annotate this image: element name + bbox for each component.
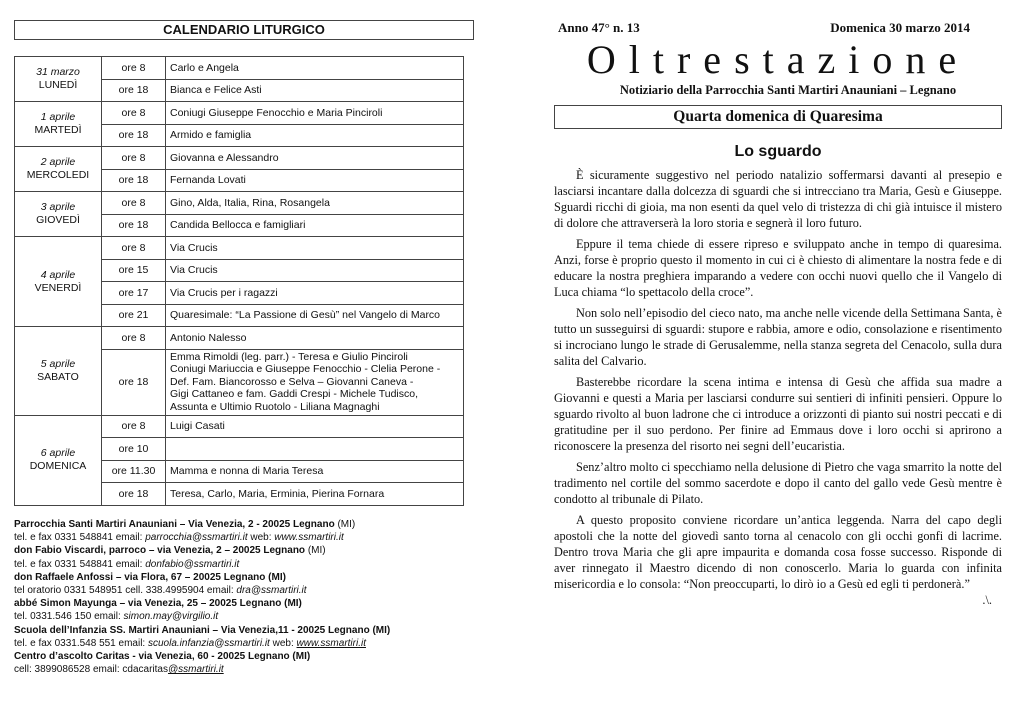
mass-time: ore 11.30: [102, 460, 166, 483]
calendar-date: 5 aprile: [40, 357, 76, 370]
contact-line: [14, 637, 474, 650]
contact-name-text: don Raffaele Anfossi – via Flora, 67 – 20025 Legnano (MI): [14, 571, 286, 583]
mass-intention: Armido e famiglia: [166, 124, 464, 147]
mass-intention: Gino, Alda, Italia, Rina, Rosangela: [166, 192, 464, 215]
calendar-weekday: VENERDÌ: [34, 281, 82, 294]
mass-intention: Quaresimale: “La Passione di Gesù” nel Vangelo di Marco: [166, 304, 464, 327]
mass-time: ore 18: [102, 214, 166, 237]
contact-phone: tel. e fax 0331.548 551 email:: [14, 637, 148, 649]
contact-name-text: don Fabio Viscardi, parroco – via Venezia, 2 – 20025 Legnano: [14, 545, 306, 557]
mass-time: ore 18: [102, 124, 166, 147]
contact-name: [14, 624, 474, 637]
contact-email[interactable]: simon.may@virgilio.it: [123, 611, 219, 623]
contact-email[interactable]: dra@ssmartiri.it: [236, 585, 307, 597]
article-paragraph: Non solo nell’episodio del cieco nato, ma anche nelle vicende della Settimana Santa, è tutto un susseguirsi di sguardi: stupore e rabbia, amore e odio, consolazione e risentimento si incrociano lungo le strade di Gerusalemme, nella stanza segreta del Cenacolo, sulla dura salita del Calvario.: [554, 306, 1002, 368]
calendar-date: 2 aprile: [40, 156, 76, 168]
contact-web[interactable]: www.ssmartiri.it: [296, 637, 366, 649]
mass-time: ore 10: [102, 438, 166, 461]
article-title: Lo sguardo: [734, 143, 822, 160]
contact-email[interactable]: @ssmartiri.it: [167, 664, 224, 676]
mass-intention: Fernanda Lovati: [166, 169, 464, 192]
contact-name: [14, 544, 474, 557]
calendar-date: 6 aprile: [40, 447, 76, 459]
calendar-row: [15, 327, 464, 350]
contact-phone: tel oratorio 0331 548951 cell. 338.4995904 email:: [14, 585, 237, 597]
mass-time: ore 8: [102, 327, 166, 350]
contact-line: [14, 663, 474, 676]
calendar-row: [15, 102, 464, 125]
article-body: [554, 167, 1002, 607]
mass-intention: Candida Bellocca e famigliari: [166, 214, 464, 237]
right-column: [554, 20, 1002, 608]
calendar-day-cell: [15, 237, 102, 327]
calendar-day-cell: [15, 147, 102, 192]
left-column: [14, 20, 474, 676]
mass-time: ore 8: [102, 147, 166, 170]
mass-intention: Antonio Nalesso: [166, 327, 464, 350]
mass-intention: Via Crucis: [166, 259, 464, 282]
contact-line: [14, 610, 474, 623]
newsletter-subtitle: Notiziario della Parrocchia Santi Martiri Anauniani – Legnano: [619, 83, 957, 97]
mass-time: ore 8: [102, 102, 166, 125]
contact-line: [14, 558, 474, 571]
calendar-weekday: DOMENICA: [29, 460, 87, 472]
mass-intention: Carlo e Angela: [166, 57, 464, 80]
mass-time: ore 8: [102, 415, 166, 438]
mass-intention: Mamma e nonna di Maria Teresa: [166, 460, 464, 483]
contact-name-text: Parrocchia Santi Martiri Anauniani – Via Venezia, 2 - 20025 Legnano: [14, 519, 335, 530]
contact-web[interactable]: www.ssmartiri.it: [274, 532, 344, 544]
calendar-day-cell: [15, 102, 102, 147]
contact-phone: tel. 0331.546 150 email:: [14, 611, 124, 623]
mass-time: ore 18: [102, 349, 166, 415]
mass-intention: Giovanna e Alessandro: [166, 147, 464, 170]
mass-time: ore 21: [102, 304, 166, 327]
newsletter-title: Oltrestazione: [586, 37, 970, 82]
calendar-day-cell: [15, 57, 102, 102]
mass-intention: Coniugi Giuseppe Fenocchio e Maria Pinciroli: [166, 102, 464, 125]
calendar-row: [15, 57, 464, 80]
contact-phone: tel. e fax 0331 548841 email:: [14, 532, 146, 544]
calendar-day-cell: [15, 327, 102, 416]
masthead-top: [554, 20, 1002, 36]
mass-intention: Emma Rimoldi (leg. parr.) - Teresa e Giulio Pinciroli Coniugi Mariuccia e Giuseppe Fenocchio - Clelia Perone - Def. Fam. Biancorosso e Selva – Giovanni Caneva - Gigi Cattaneo e fam. Gaddi Crespi - Michele Tudisco, Assunta e Ultimio Ruotolo - Liliana Magnaghi: [166, 349, 464, 415]
calendar-date: 3 aprile: [40, 201, 76, 213]
calendar-weekday: GIOVEDÌ: [36, 214, 80, 226]
contact-phone: cell: 3899086528 email: cdacaritas: [14, 664, 168, 676]
article-paragraph: Senz’altro molto ci specchiamo nella delusione di Pietro che vaga smarrito la notte del tradimento nel cortile del sommo sacerdote e dopo il canto del gallo vede Gesù mentre è condotto al tribunale di Pilato.: [554, 460, 1002, 506]
calendar-day-cell: [15, 415, 102, 505]
article-paragraph: È sicuramente suggestivo nel periodo natalizio soffermarsi davanti al presepio e lasciarsi incantare dalla dolcezza di sguardi che si intrecciano tra Maria, Gesù e Giuseppe. Sguardi ricchi di gioia, ma non esenti da quel velo di tristezza di chi già intuisce il mistero di dolore che attraverserà la loro storia e segnerà il loro futuro.: [554, 168, 1002, 230]
contact-email[interactable]: parrocchia@ssmartiri.it: [145, 532, 248, 544]
article-paragraph: A questo proposito conviene ricordare un’antica leggenda. Narra del capo degli apostoli che la notte del giovedì santo torna al cenacolo con gli occhi gonfi di lacrime. Dentro trova Maria che gli apre impaurita e domanda cosa fosse successo. Risponde di aver rinnegato il Maestro dicendo di non conoscerlo. Maria lo guarda con infinita misericordia e lo consola: “Non preoccuparti, lo dirò io a Gesù ed egli ti perdonerà.” .\.: [554, 513, 1002, 607]
contact-name: [14, 571, 474, 584]
mass-time: ore 17: [102, 282, 166, 305]
calendar-title: CALENDARIO LITURGICO: [14, 20, 474, 40]
mass-intention: Luigi Casati: [166, 415, 464, 438]
contact-phone: tel. e fax 0331 548841 email:: [14, 558, 146, 570]
article-paragraph: Eppure il tema chiede di essere ripreso e sviluppato anche in tempo di quaresima. Anzi, forse è proprio questo il momento in cui ci è chiesto di alimentare la nostra fede e di educare la nostra preghiera imparando a vedere con occhi nuovi quello che il Vangelo di Luca chiama “lo spettacolo della croce”.: [554, 237, 1002, 299]
calendar-row: [15, 415, 464, 438]
calendar-date: 31 marzo: [36, 66, 80, 78]
contact-email[interactable]: scuola.infanzia@ssmartiri.it: [147, 637, 270, 649]
mass-time: ore 18: [102, 79, 166, 102]
calendar-row: [15, 147, 464, 170]
calendar-weekday: MARTEDÌ: [34, 124, 82, 136]
calendar-date: 4 aprile: [40, 268, 76, 281]
contact-name: [14, 518, 474, 531]
contact-email[interactable]: donfabio@ssmartiri.it: [145, 558, 240, 570]
contact-web-label: web:: [247, 532, 275, 544]
mass-time: ore 8: [102, 237, 166, 260]
calendar-day-cell: [15, 192, 102, 237]
calendar-row: [15, 237, 464, 260]
sunday-banner: Quarta domenica di Quaresima: [554, 105, 1002, 129]
calendar-weekday: MERCOLEDI: [26, 169, 90, 181]
contact-name-tail: (MI): [334, 519, 356, 530]
contact-line: [14, 584, 474, 597]
mass-intention: Bianca e Felice Asti: [166, 79, 464, 102]
contact-web-label: web:: [269, 637, 297, 649]
mass-intention: Via Crucis: [166, 237, 464, 260]
mass-intention: Teresa, Carlo, Maria, Erminia, Pierina Fornara: [166, 483, 464, 506]
calendar-date: 1 aprile: [40, 111, 76, 123]
mass-time: ore 18: [102, 483, 166, 506]
contact-name: [14, 597, 474, 610]
mass-time: ore 8: [102, 192, 166, 215]
mass-time: ore 15: [102, 259, 166, 282]
article-paragraph: Basterebbe ricordare la scena intima e intensa di Gesù che affida sua madre a Giovanni e questi a Maria per lasciarsi condurre sui sentieri di infiniti pensieri. Oppure lo sguardo rivolto al buon ladrone che ci introduce a orizzonti di pianto sui nostri peccati e di gratitudine per il suo perdono. Per finire ad Emmaus dove i loro occhi si aprirono a riconoscere la presenza del risorto nei segni dell’eucaristia.: [554, 375, 1002, 453]
contact-name: [14, 650, 474, 663]
contacts-block: [14, 518, 474, 676]
calendar-row: [15, 192, 464, 215]
contact-name-text: abbé Simon Mayunga – via Venezia, 25 – 20025 Legnano (MI): [14, 598, 302, 610]
issue-date: Domenica 30 marzo 2014: [830, 20, 970, 35]
contact-name-tail: (MI): [305, 545, 326, 557]
calendar-weekday: SABATO: [37, 370, 79, 383]
contact-name-text: Scuola dell’Infanzia SS. Martiri Anauniani – Via Venezia,11 - 20025 Legnano (MI): [14, 624, 391, 636]
article-signature: .\.: [982, 593, 992, 607]
mass-time: ore 8: [102, 57, 166, 80]
contact-name-text: Centro d’ascolto Caritas - via Venezia, 60 - 20025 Legnano (MI): [14, 651, 311, 663]
mass-time: ore 18: [102, 169, 166, 192]
calendar-weekday: LUNEDÌ: [38, 79, 78, 91]
mass-intention: [166, 438, 464, 461]
liturgical-calendar-table: [14, 56, 464, 506]
issue-number: Anno 47° n. 13: [558, 20, 640, 35]
mass-intention: Via Crucis per i ragazzi: [166, 282, 464, 305]
contact-line: [14, 531, 474, 544]
